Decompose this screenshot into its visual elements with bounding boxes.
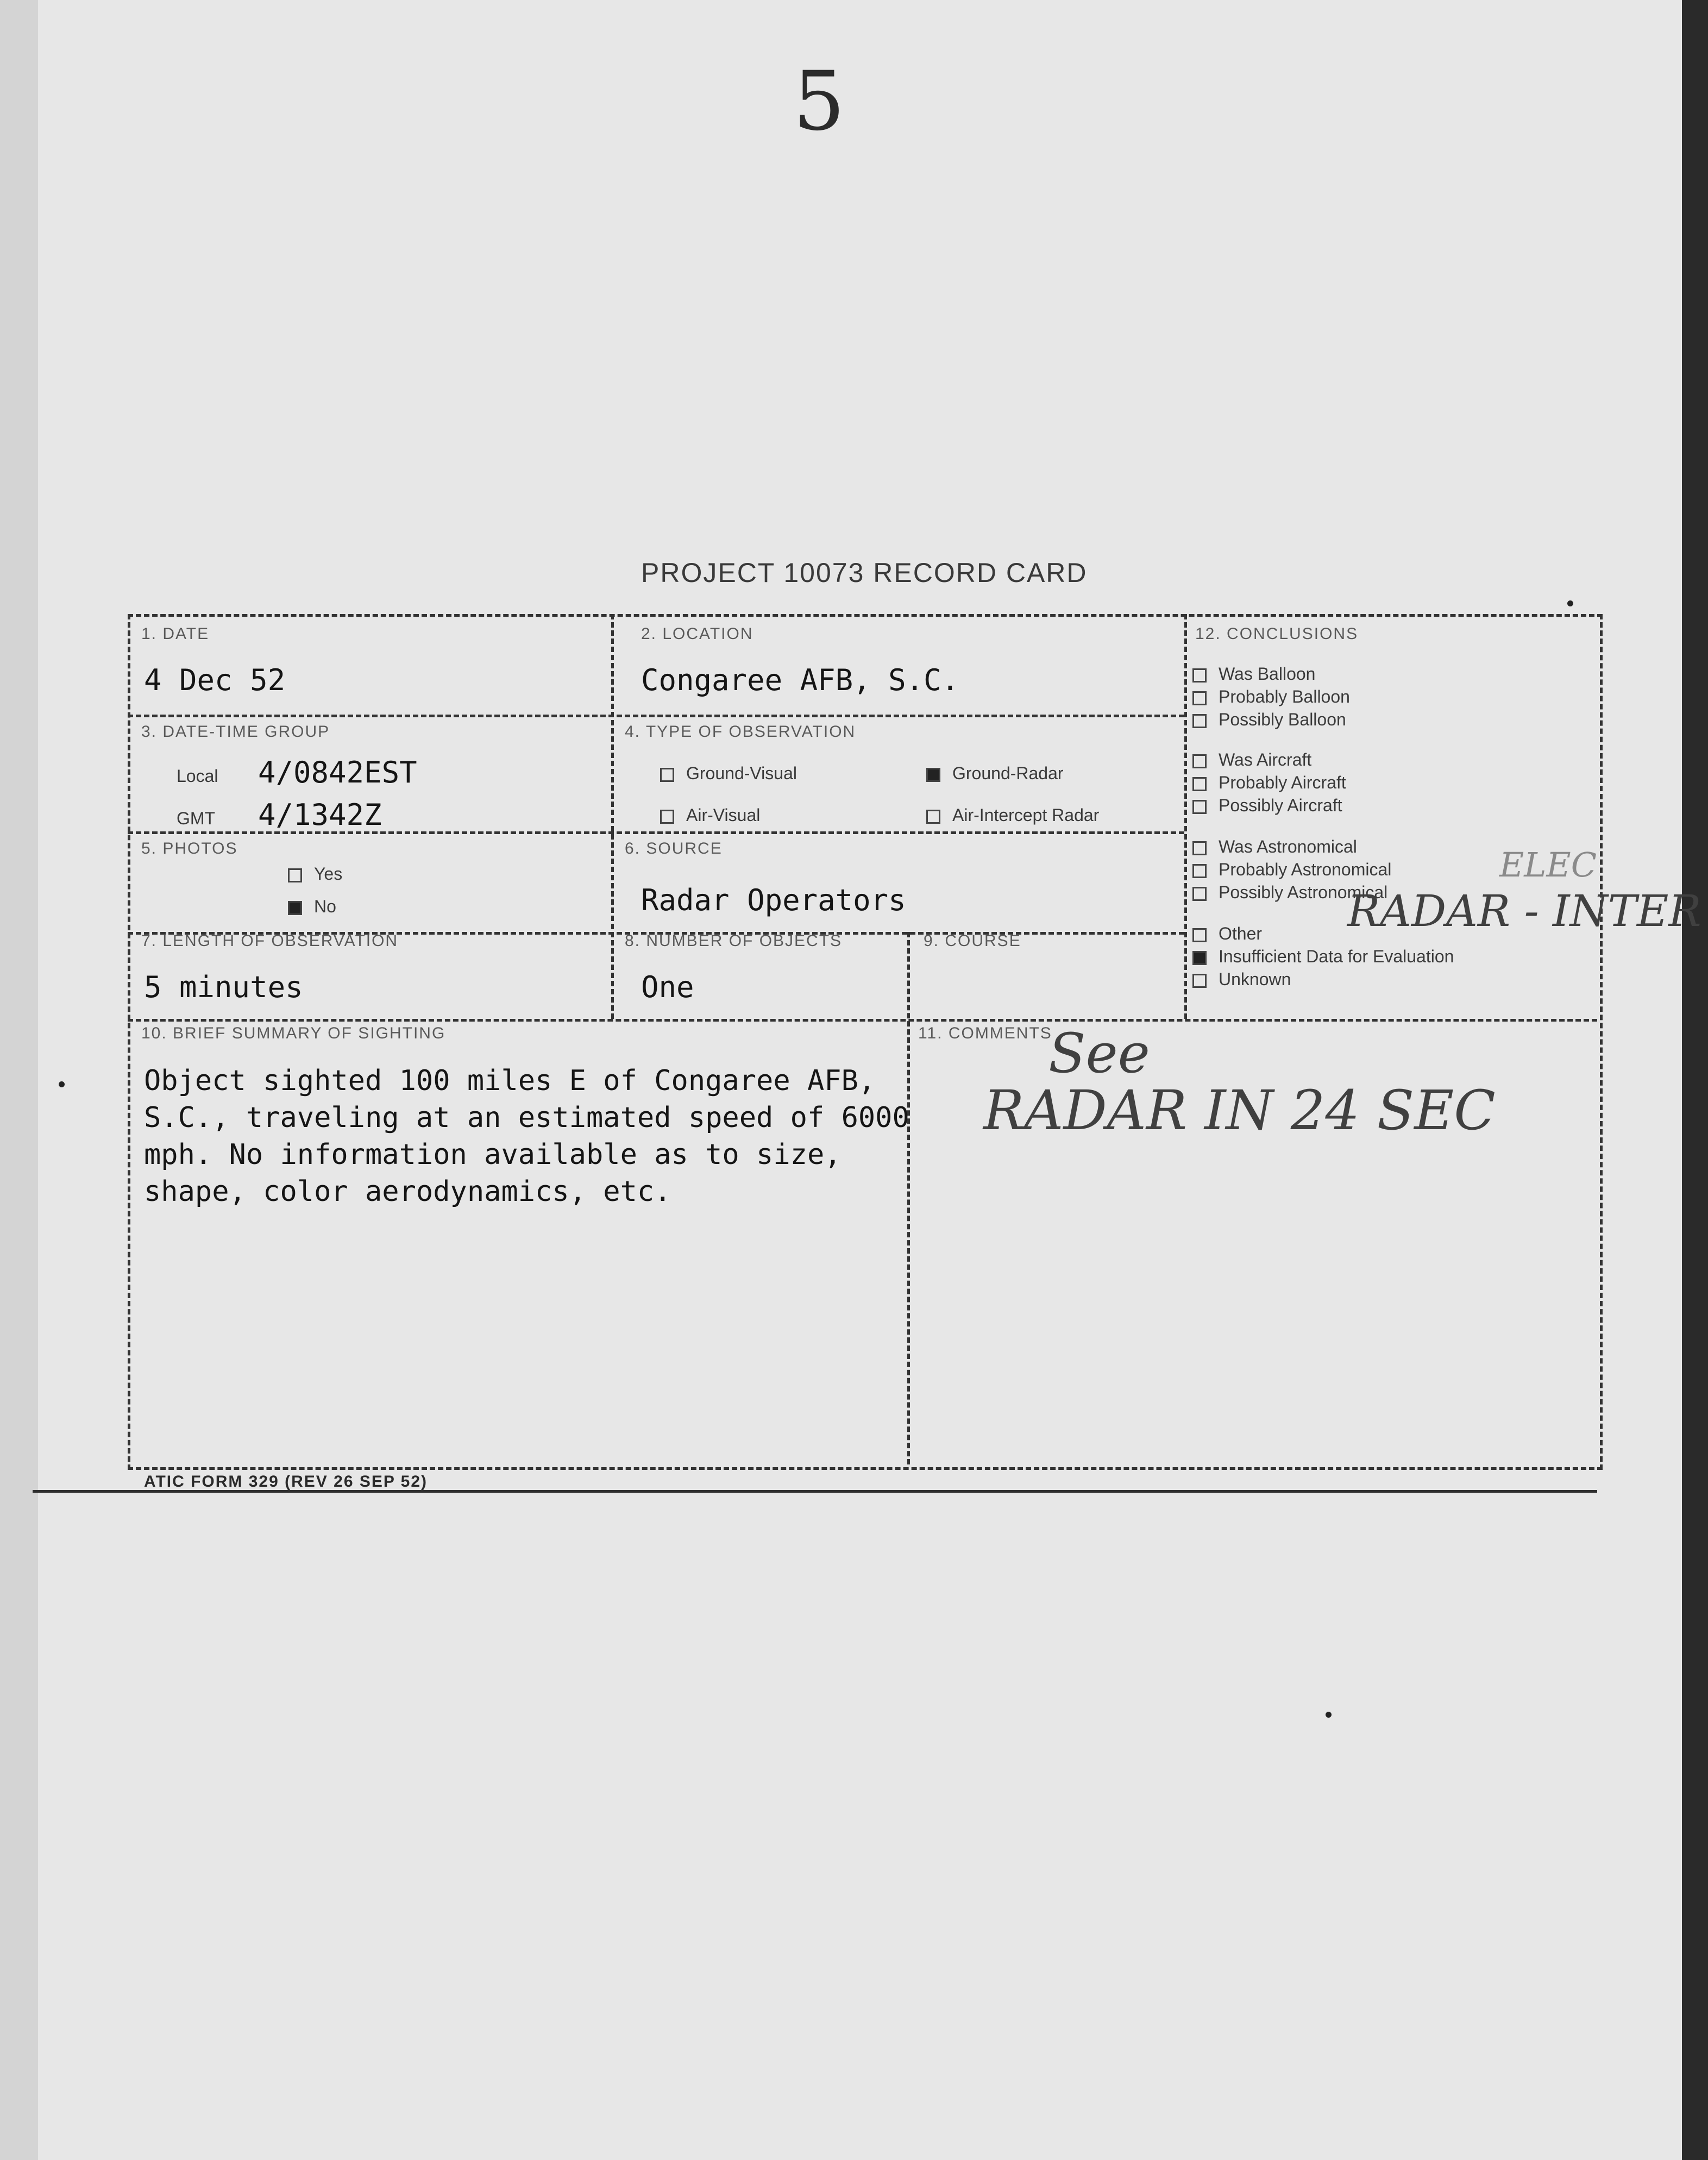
number-of-objects-label: 8. NUMBER OF OBJECTS <box>625 932 843 950</box>
conclusion-checkbox <box>1192 887 1207 901</box>
length-of-observation-label: 7. LENGTH OF OBSERVATION <box>141 932 399 950</box>
summary-line: S.C., traveling at an estimated speed of 6000 <box>144 1101 909 1134</box>
card-bottom-rule <box>33 1490 1597 1493</box>
conclusion-checkbox <box>1192 777 1207 791</box>
obs-ground-radar: Ground-Radar <box>926 763 1064 784</box>
conclusion-was-astronomical: Was Astronomical <box>1192 837 1357 857</box>
source-value: Radar Operators <box>641 883 906 917</box>
handwritten-conclusion-note: RADAR - INTER <box>1347 886 1701 936</box>
obs-air-visual: Air-Visual <box>660 805 760 825</box>
conclusion-checkbox-checked <box>1192 951 1207 965</box>
obs-air-intercept-radar-checkbox <box>926 810 940 824</box>
conclusion-checkbox <box>1192 841 1207 855</box>
obs-air-visual-checkbox <box>660 810 674 824</box>
form-identifier: ATIC FORM 329 (REV 26 SEP 52) <box>144 1473 428 1491</box>
summary-line: mph. No information available as to size, <box>144 1138 842 1171</box>
conclusion-checkbox <box>1192 864 1207 878</box>
conclusion-checkbox <box>1192 668 1207 683</box>
photos-label: 5. PHOTOS <box>141 840 238 857</box>
number-of-objects-value: One <box>641 970 694 1004</box>
summary-line: shape, color aerodynamics, etc. <box>144 1175 671 1208</box>
divider-row-4 <box>128 1019 1597 1022</box>
conclusion-probably-balloon: Probably Balloon <box>1192 687 1350 707</box>
conclusion-checkbox <box>1192 754 1207 768</box>
photos-no: No <box>288 897 336 917</box>
photos-yes-checkbox <box>288 868 302 882</box>
scan-speck <box>59 1081 65 1087</box>
divider-col-1 <box>611 614 614 1019</box>
type-of-observation-label: 4. TYPE OF OBSERVATION <box>625 723 856 741</box>
photos-yes: Yes <box>288 864 342 884</box>
handwritten-comment-line-1: See <box>1048 1022 1150 1085</box>
summary-line: Object sighted 100 miles E of Congaree AFB, <box>144 1065 876 1097</box>
conclusion-probably-astronomical: Probably Astronomical <box>1192 860 1391 880</box>
obs-ground-visual: Ground-Visual <box>660 763 797 784</box>
obs-ground-visual-checkbox <box>660 768 674 782</box>
location-value: Congaree AFB, S.C. <box>641 663 959 697</box>
date-time-group-label: 3. DATE-TIME GROUP <box>141 723 330 741</box>
local-time-value: 4/0842EST <box>258 755 417 790</box>
conclusion-was-aircraft: Was Aircraft <box>1192 750 1311 770</box>
conclusion-other: Other <box>1192 924 1262 944</box>
gmt-label: GMT <box>177 809 216 828</box>
handwritten-comment-line-2: RADAR IN 24 SEC <box>983 1079 1496 1142</box>
scan-left-margin <box>0 0 38 2160</box>
obs-ground-radar-checkbox <box>926 768 940 782</box>
divider-col-2 <box>907 932 910 1464</box>
card-title: PROJECT 10073 RECORD CARD <box>641 558 1088 588</box>
brief-summary-label: 10. BRIEF SUMMARY OF SIGHTING <box>141 1024 446 1042</box>
conclusion-was-balloon: Was Balloon <box>1192 664 1315 684</box>
conclusion-checkbox <box>1192 691 1207 705</box>
comments-label: 11. COMMENTS <box>918 1024 1052 1042</box>
course-label: 9. COURSE <box>924 932 1021 950</box>
conclusion-checkbox <box>1192 974 1207 988</box>
date-value: 4 Dec 52 <box>144 663 286 697</box>
conclusion-possibly-balloon: Possibly Balloon <box>1192 710 1346 730</box>
conclusion-unknown: Unknown <box>1192 969 1291 990</box>
conclusion-insufficient-data: Insufficient Data for Evaluation <box>1192 947 1454 967</box>
local-label: Local <box>177 766 218 786</box>
conclusion-possibly-astronomical: Possibly Astronomical <box>1192 882 1387 903</box>
divider-col-3 <box>1184 614 1187 1019</box>
handwritten-page-mark: 5 <box>793 54 845 149</box>
obs-air-intercept-radar: Air-Intercept Radar <box>926 805 1099 825</box>
scan-right-edge <box>1682 0 1708 2160</box>
brief-summary-text <box>144 1062 909 1210</box>
gmt-time-value: 4/1342Z <box>258 798 382 832</box>
conclusions-label: 12. CONCLUSIONS <box>1195 625 1359 643</box>
divider-row-1 <box>128 715 1184 717</box>
date-label: 1. DATE <box>141 625 210 643</box>
conclusion-checkbox <box>1192 714 1207 728</box>
scan-speck <box>1326 1712 1332 1718</box>
conclusion-possibly-aircraft: Possibly Aircraft <box>1192 796 1342 816</box>
length-value: 5 minutes <box>144 970 303 1004</box>
handwritten-conclusion-note-faint: ELEC <box>1499 845 1597 885</box>
conclusion-checkbox <box>1192 928 1207 942</box>
conclusion-checkbox <box>1192 800 1207 814</box>
scan-speck <box>1567 600 1573 606</box>
source-label: 6. SOURCE <box>625 840 723 857</box>
conclusion-probably-aircraft: Probably Aircraft <box>1192 773 1346 793</box>
location-label: 2. LOCATION <box>641 625 753 643</box>
photos-no-checkbox <box>288 901 302 915</box>
